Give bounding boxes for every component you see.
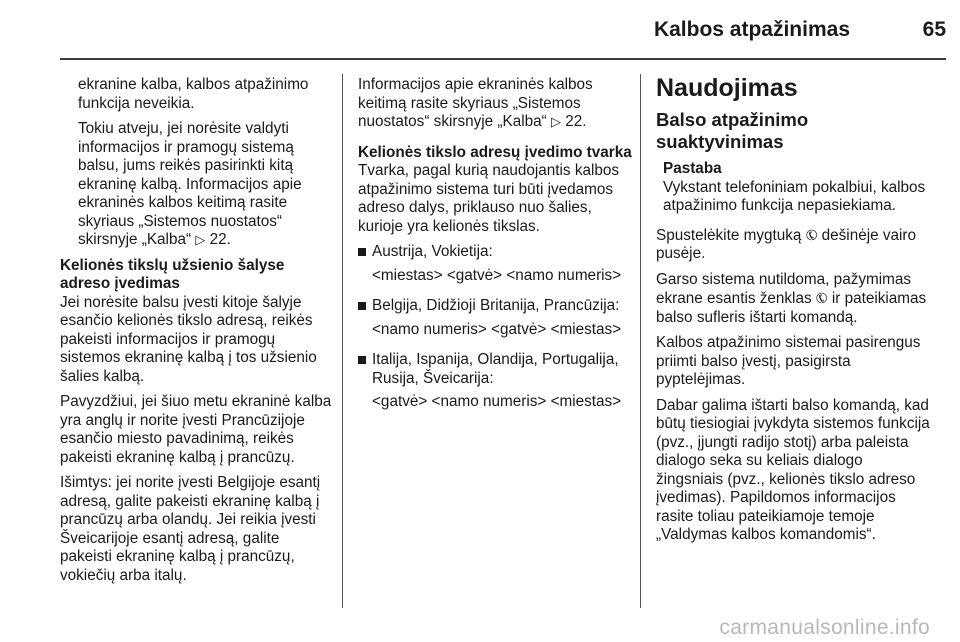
paragraph <box>656 226 932 264</box>
paragraph-text: Spustelėkite mygtuką <box>656 226 802 244</box>
list-item-label: Belgija, Didžioji Britanija, Prancūzija: <box>372 297 620 314</box>
paragraph-text: Informacijos apie ekraninės kalbos keitimą rasite skyriaus „Sistemos nuostatos“ skirsnyje „Kalba“ <box>358 76 593 130</box>
list-item <box>358 243 636 262</box>
paragraph <box>656 271 932 328</box>
column-divider-2 <box>640 74 641 608</box>
paragraph: Jei norėsite balsu įvesti kitoje šalyje esančio kelionės tikslo adresą, reikės pakeisti informacijos ir pramogų sistemos ekraninę kalbą į tos užsienio šalies kalbą. <box>60 293 317 385</box>
note-box <box>656 160 932 216</box>
list-item <box>358 351 636 388</box>
list-item-label: Austrija, Vokietija: <box>372 243 493 260</box>
address-example <box>358 267 636 286</box>
paragraph-text: ir pateikiamas balso sufleris ištarti komandą. <box>656 290 927 326</box>
paragraph-text: Tokiu atveju, jei norėsite valdyti informacijos ir pramogų sistemą balsu, jums reikės pasirinkti kitą ekraninę kalbą. Informacijos apie ekraninės kalbos keitimą rasite skyriaus „Sistemos nuostatos“ skirsnyje „Kalba“ <box>78 120 302 248</box>
section-subheading: Kelionės tikslų užsienio šalyse adreso įvedimas <box>60 256 285 292</box>
header-rule <box>60 58 946 60</box>
paragraph: Kalbos atpažinimo sistemai pasirengus priimti balso įvestį, pasigirsta pyptelėjimas. <box>656 334 921 388</box>
list-item <box>358 297 636 316</box>
subsection-heading: Balso atpažinimo suaktyvinimas <box>656 109 809 152</box>
page-reference[interactable]: 22. <box>209 231 231 248</box>
paragraph: Tvarka, pagal kurią naudojantis kalbos atpažinimo sistema turi būti įvedamos adreso dalys, priklauso nuo šalies, kurioje yra kelionės tikslas. <box>358 162 620 235</box>
header-title: Kalbos atpažinimas <box>653 18 850 41</box>
address-example <box>358 393 636 412</box>
paragraph: Išimtys: jei norite įvesti Belgijoje esantį adresą, galite pakeisti ekraninę kalbą į prancūzų arba olandų. Jei reikia įvesti Šveicarijoje esantį adresą, galite pakeisti ekraninę kalbą į prancūzų, vokiečių arba italų. <box>60 474 321 584</box>
bullet-marker <box>358 302 366 310</box>
column-right <box>656 74 932 552</box>
address-format: <namo numeris> <gatvė> <miestas> <box>372 320 622 338</box>
page-number: 65 <box>922 18 946 41</box>
page-reference[interactable]: 22. <box>565 113 587 130</box>
voice-control-icon: ✆ <box>811 288 832 308</box>
column-middle <box>358 76 636 424</box>
address-example <box>358 321 636 340</box>
note-title: Pastaba <box>663 160 722 177</box>
address-format: <gatvė> <namo numeris> <miestas> <box>372 393 622 410</box>
address-format: <miestas> <gatvė> <namo numeris> <box>372 266 622 284</box>
triangle-right-icon[interactable]: ▷ <box>551 114 561 129</box>
paragraph-text: Garso sistema nutildoma, pažymimas ekrane esantis ženklas <box>656 270 912 307</box>
watermark: carmanualsonline.info <box>719 616 930 639</box>
paragraph-text: dešinėje vairo pusėje. <box>656 226 917 262</box>
paragraph: Dabar galima ištarti balso komandą, kad būtų tiesiogiai įvykdyta sistemos funkcija (pvz., įjungti radijo stotį) arba paleista dialogo seka su keliais dialogo žingsniais (pvz., kelionės tikslo adreso įvedimas). Papildomos informacijos rasite toliau pateikiamoje temoje „Valdymas kalbos komandomis“. <box>656 396 930 543</box>
triangle-right-icon[interactable]: ▷ <box>195 232 206 247</box>
voice-control-icon: ✆ <box>801 224 822 245</box>
list-item-label: Italija, Ispanija, Olandija, Portugalija, Rusija, Šveicarija: <box>372 351 619 387</box>
bullet-marker <box>358 248 366 256</box>
paragraph <box>358 76 636 132</box>
bullet-marker <box>358 356 366 364</box>
paragraph: Pavyzdžiui, jei šiuo metu ekraninė kalba yra anglų ir norite įvesti Prancūzijoje esančio miesto pavadinimą, reikės pakeisti ekraninę kalbą į prancūzų. <box>60 393 332 466</box>
column-left <box>60 76 332 592</box>
paragraph <box>60 120 332 250</box>
paragraph: ekranine kalba, kalbos atpažinimo funkcija neveikia. <box>78 76 309 112</box>
note-text: Vykstant telefoniniam pokalbiui, kalbos atpažinimo funkcija nepasiekiama. <box>663 178 926 214</box>
column-divider-1 <box>342 74 343 608</box>
section-heading: Naudojimas <box>656 74 798 102</box>
section-subheading: Kelionės tikslo adresų įvedimo tvarka <box>358 143 632 161</box>
